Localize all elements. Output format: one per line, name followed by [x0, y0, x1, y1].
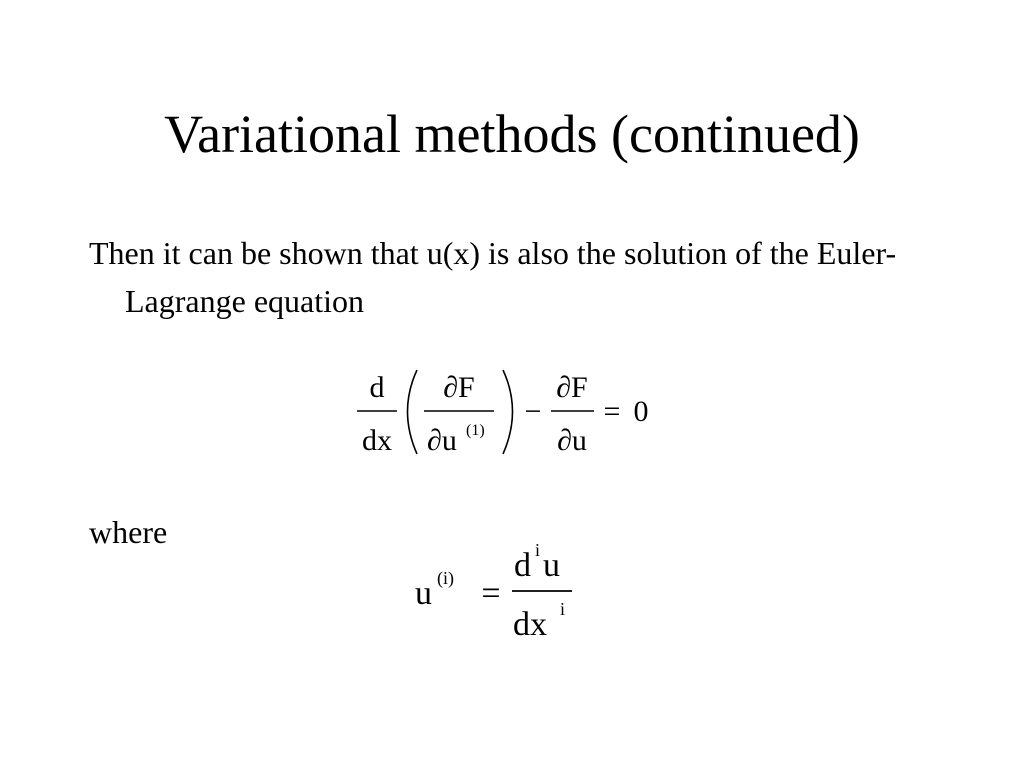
def-denominator-dx: dx: [513, 606, 547, 643]
def-equals: =: [481, 575, 501, 612]
slide-title: Variational methods (continued): [164, 104, 860, 164]
eq-partial-f-outer: ∂F: [443, 371, 475, 404]
where-label: where: [89, 514, 168, 550]
eq-dx: dx: [362, 424, 392, 457]
eq-d: d: [369, 371, 385, 404]
eq-partial-u: ∂u: [427, 424, 457, 457]
eq-minus: −: [524, 395, 542, 428]
def-numerator-d: d: [514, 547, 531, 584]
eq-partial-f: ∂F: [556, 371, 588, 404]
eq-right-paren: [503, 370, 513, 454]
def-u: u: [415, 575, 432, 612]
eq-zero: 0: [633, 395, 649, 428]
def-numerator-superscript: i: [535, 540, 541, 560]
eq-equals: =: [603, 395, 621, 428]
body-text: Then it can be shown that u(x) is also the solution of the Euler-Lagrange equation: [89, 235, 897, 319]
def-u-superscript: (i): [437, 568, 454, 588]
def-numerator-u: u: [543, 547, 560, 584]
eq-superscript-1: (1): [466, 422, 485, 439]
eq-left-paren: [408, 370, 418, 454]
def-denominator-superscript: i: [560, 599, 566, 619]
eq-partial-u-denominator: ∂u: [557, 424, 587, 457]
